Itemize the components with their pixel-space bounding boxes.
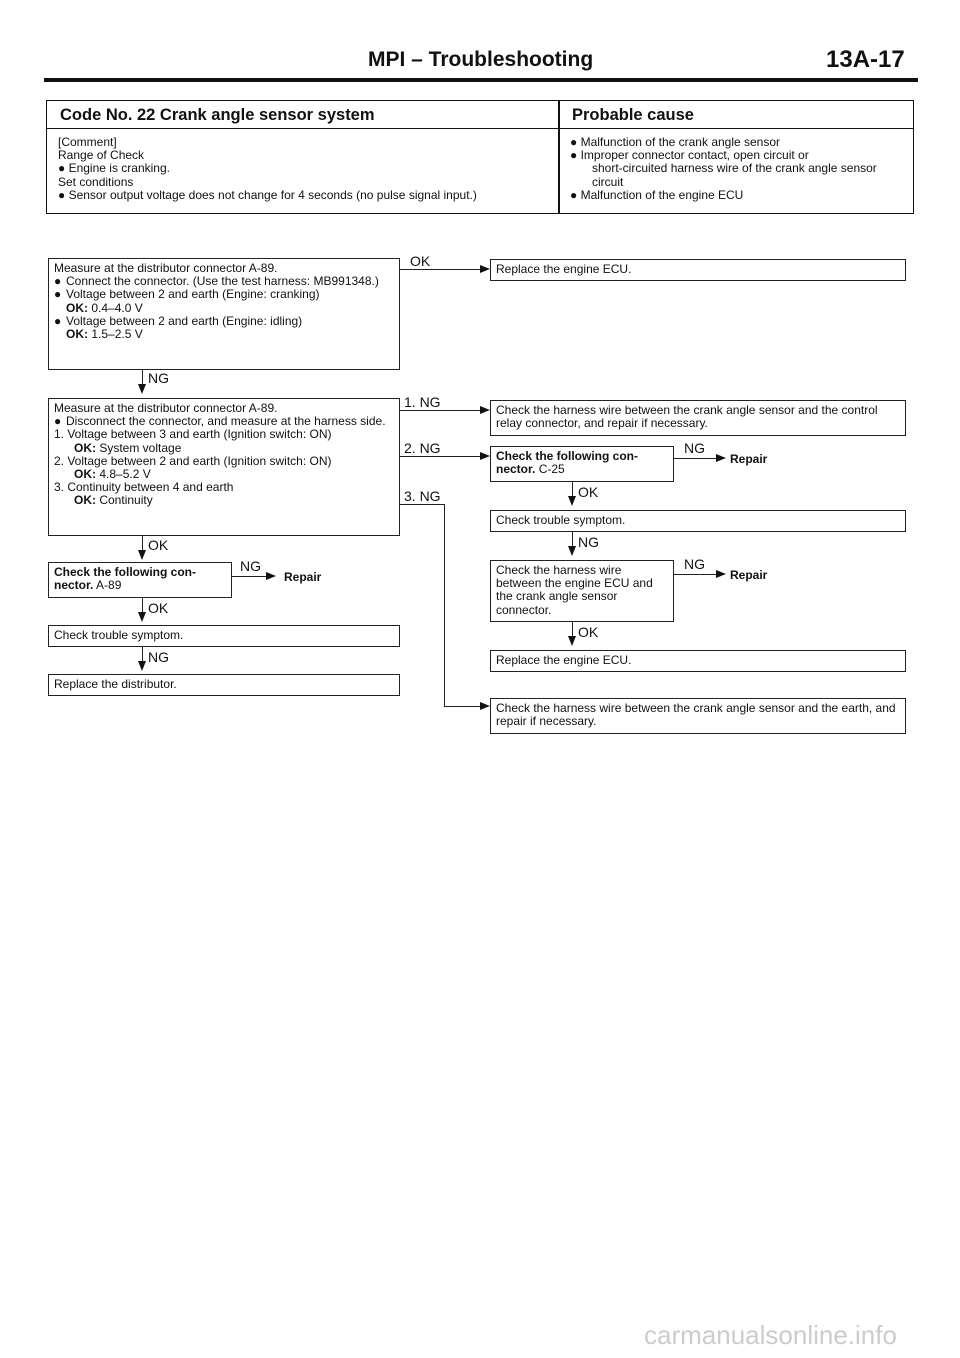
step-bullet: ● Connect the connector. (Use the test harness: MB991348.) bbox=[54, 274, 379, 289]
arrow-right-icon bbox=[480, 702, 490, 710]
connector-line bbox=[400, 504, 444, 505]
ok-spec: OK: System voltage bbox=[74, 440, 182, 455]
result-check-ecu-harness: Check the harness wire between the engine ECU and the crank angle sensor connector. bbox=[490, 560, 674, 622]
step-measure-harness bbox=[48, 398, 400, 536]
connector-line bbox=[572, 622, 573, 636]
arrow-right-icon bbox=[480, 406, 490, 414]
page-title: MPI – Troubleshooting bbox=[368, 48, 594, 71]
comment-line: Range of Check bbox=[58, 148, 145, 163]
arrow-down-icon bbox=[568, 496, 576, 506]
connector-line bbox=[142, 647, 143, 661]
ok-spec: OK: 1.5–2.5 V bbox=[66, 327, 143, 342]
step-bullet: ● Disconnect the connector, and measure at the harness side. bbox=[54, 414, 386, 429]
ng-label: NG bbox=[148, 649, 169, 665]
result-replace-ecu: Replace the engine ECU. bbox=[490, 259, 906, 281]
connector-line bbox=[674, 574, 716, 575]
connector-line bbox=[444, 706, 480, 707]
ng-label: NG bbox=[240, 558, 261, 574]
arrow-right-icon bbox=[716, 454, 726, 462]
connector-line bbox=[572, 482, 573, 496]
step-title: Measure at the distributor connector A-89. bbox=[54, 261, 278, 275]
step-bullet: ● Voltage between 2 and earth (Engine: idling) bbox=[54, 313, 303, 328]
comment-line: Set conditions bbox=[58, 174, 134, 189]
step-bullet: ● Voltage between 2 and earth (Engine: cranking) bbox=[54, 287, 320, 302]
ng-label: NG bbox=[148, 370, 169, 386]
result-check-earth-harness: Check the harness wire between the crank angle sensor and the earth, and repair if necessary. bbox=[490, 698, 906, 734]
result-replace-ecu-2: Replace the engine ECU. bbox=[490, 650, 906, 672]
cause-line: ● Malfunction of the crank angle sensor bbox=[570, 135, 781, 149]
repair-label: Repair bbox=[730, 568, 768, 582]
comment-line: ● Engine is cranking. bbox=[58, 161, 170, 176]
ok-label: OK bbox=[578, 484, 599, 500]
arrow-right-icon bbox=[480, 265, 490, 273]
step-check-trouble-symptom: Check trouble symptom. bbox=[48, 625, 400, 647]
connector-line bbox=[142, 536, 143, 550]
arrow-down-icon bbox=[138, 384, 146, 394]
ng2-label: 2. NG bbox=[404, 440, 441, 456]
connector-line bbox=[400, 410, 480, 411]
step-title: Measure at the distributor connector A-89. bbox=[54, 401, 278, 415]
ng-label: NG bbox=[684, 440, 705, 456]
ng-label: NG bbox=[684, 556, 705, 572]
arrow-down-icon bbox=[138, 612, 146, 622]
step-item: 2. Voltage between 2 and earth (Ignition switch: ON) bbox=[54, 453, 332, 468]
cause-line: ● Malfunction of the engine ECU bbox=[570, 187, 744, 202]
ok-label: OK bbox=[578, 624, 599, 640]
table-header-rule bbox=[46, 128, 914, 129]
ok-label: OK bbox=[148, 537, 169, 553]
ok-label: OK bbox=[410, 253, 431, 269]
arrow-right-icon bbox=[266, 572, 276, 580]
ok-label: OK bbox=[148, 600, 169, 616]
ok-spec: OK: 4.8–5.2 V bbox=[74, 467, 151, 482]
connector-line bbox=[142, 598, 143, 612]
connector-line bbox=[400, 456, 480, 457]
probable-cause-title: Probable cause bbox=[572, 106, 694, 124]
code-title: Code No. 22 Crank angle sensor system bbox=[60, 106, 375, 124]
step-item: 1. Voltage between 3 and earth (Ignition switch: ON) bbox=[54, 427, 332, 442]
probable-cause-block bbox=[570, 136, 877, 202]
comment-line: [Comment] bbox=[58, 135, 117, 149]
step-item: 3. Continuity between 4 and earth bbox=[54, 480, 234, 495]
step-measure-cranking bbox=[48, 258, 400, 370]
repair-label: Repair bbox=[284, 570, 322, 584]
arrow-right-icon bbox=[716, 570, 726, 578]
connector-line bbox=[444, 504, 445, 706]
connector-line bbox=[232, 576, 266, 577]
step-check-connector-a89: Check the following con- nector. A-89 bbox=[48, 562, 232, 598]
page-number: 13A-17 bbox=[826, 46, 905, 73]
ng3-label: 3. NG bbox=[404, 488, 441, 504]
result-check-connector-c25: Check the following con- nector. C-25 bbox=[490, 446, 674, 482]
table-divider bbox=[558, 100, 560, 214]
arrow-down-icon bbox=[568, 546, 576, 556]
cause-line: short-circuited harness wire of the crank angle sensor bbox=[592, 161, 877, 176]
result-check-trouble-symptom: Check trouble symptom. bbox=[490, 510, 906, 532]
ng1-label: 1. NG bbox=[404, 394, 441, 410]
arrow-down-icon bbox=[138, 550, 146, 560]
connector-line bbox=[674, 458, 716, 459]
connector-line bbox=[142, 370, 143, 384]
arrow-down-icon bbox=[138, 661, 146, 671]
cause-line: circuit bbox=[592, 174, 624, 189]
cause-line: ● Improper connector contact, open circuit or bbox=[570, 148, 809, 163]
repair-label: Repair bbox=[730, 452, 768, 466]
step-replace-distributor: Replace the distributor. bbox=[48, 674, 400, 696]
arrow-down-icon bbox=[568, 636, 576, 646]
ok-spec: OK: 0.4–4.0 V bbox=[66, 300, 143, 315]
ok-spec: OK: Continuity bbox=[74, 493, 153, 508]
arrow-right-icon bbox=[480, 452, 490, 460]
connector-line bbox=[400, 269, 480, 270]
comment-block bbox=[58, 136, 477, 202]
result-check-relay-harness: Check the harness wire between the crank angle sensor and the control relay connector, and repair if necessary. bbox=[490, 400, 906, 436]
header-rule bbox=[44, 78, 918, 82]
watermark-url: carmanualsonline.info bbox=[644, 1320, 897, 1350]
ng-label: NG bbox=[578, 534, 599, 550]
comment-line: ● Sensor output voltage does not change for 4 seconds (no pulse signal input.) bbox=[58, 187, 477, 202]
connector-line bbox=[572, 532, 573, 546]
